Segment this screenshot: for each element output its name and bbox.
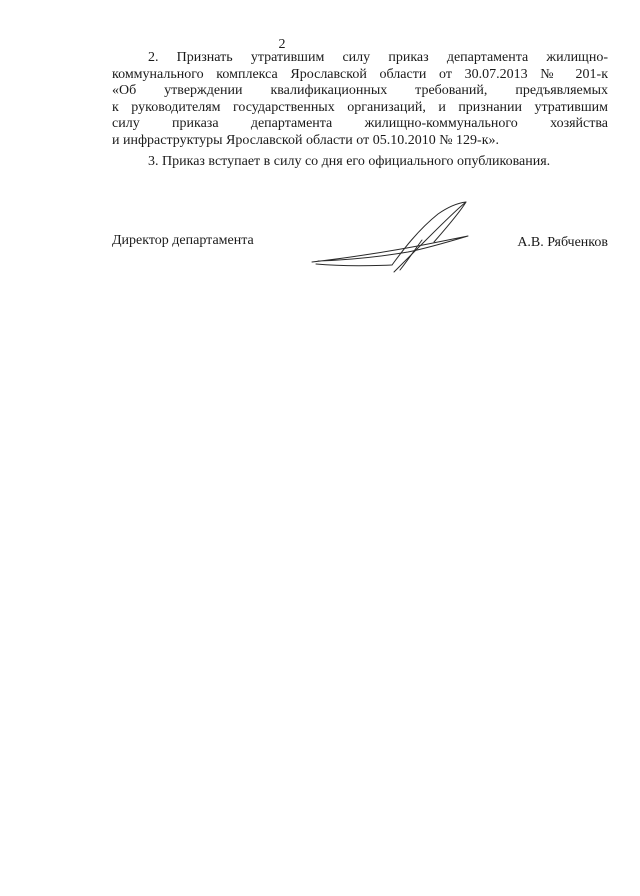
- paragraph-line: коммунального комплекса Ярославской области от 30.07.2013 № 201-к: [112, 66, 608, 82]
- signatory-name: А.В. Рябченков: [517, 235, 608, 250]
- paragraph-line: «Об утверждении квалификационных требований, предъявляемых: [112, 83, 608, 99]
- document-body: [112, 50, 608, 170]
- signature-block: [112, 200, 608, 280]
- paragraph-line: к руководителям государственных организаций, и признании утратившим: [112, 99, 608, 115]
- paragraph-line: и инфраструктуры Ярославской области от 05.10.2010 № 129-к».: [112, 132, 500, 148]
- page-number: 2: [278, 37, 286, 52]
- paragraph-line: 2. Признать утратившим силу приказ департамента жилищно-: [148, 50, 608, 65]
- paragraph-line: силу приказа департамента жилищно-коммунального хозяйства: [112, 116, 608, 132]
- handwritten-signature: [308, 200, 488, 280]
- paragraph-item-2: [112, 50, 608, 150]
- paragraph-item-3: 3. Приказ вступает в силу со дня его официального опубликования.: [148, 153, 551, 169]
- signatory-position: Директор департамента: [112, 233, 254, 248]
